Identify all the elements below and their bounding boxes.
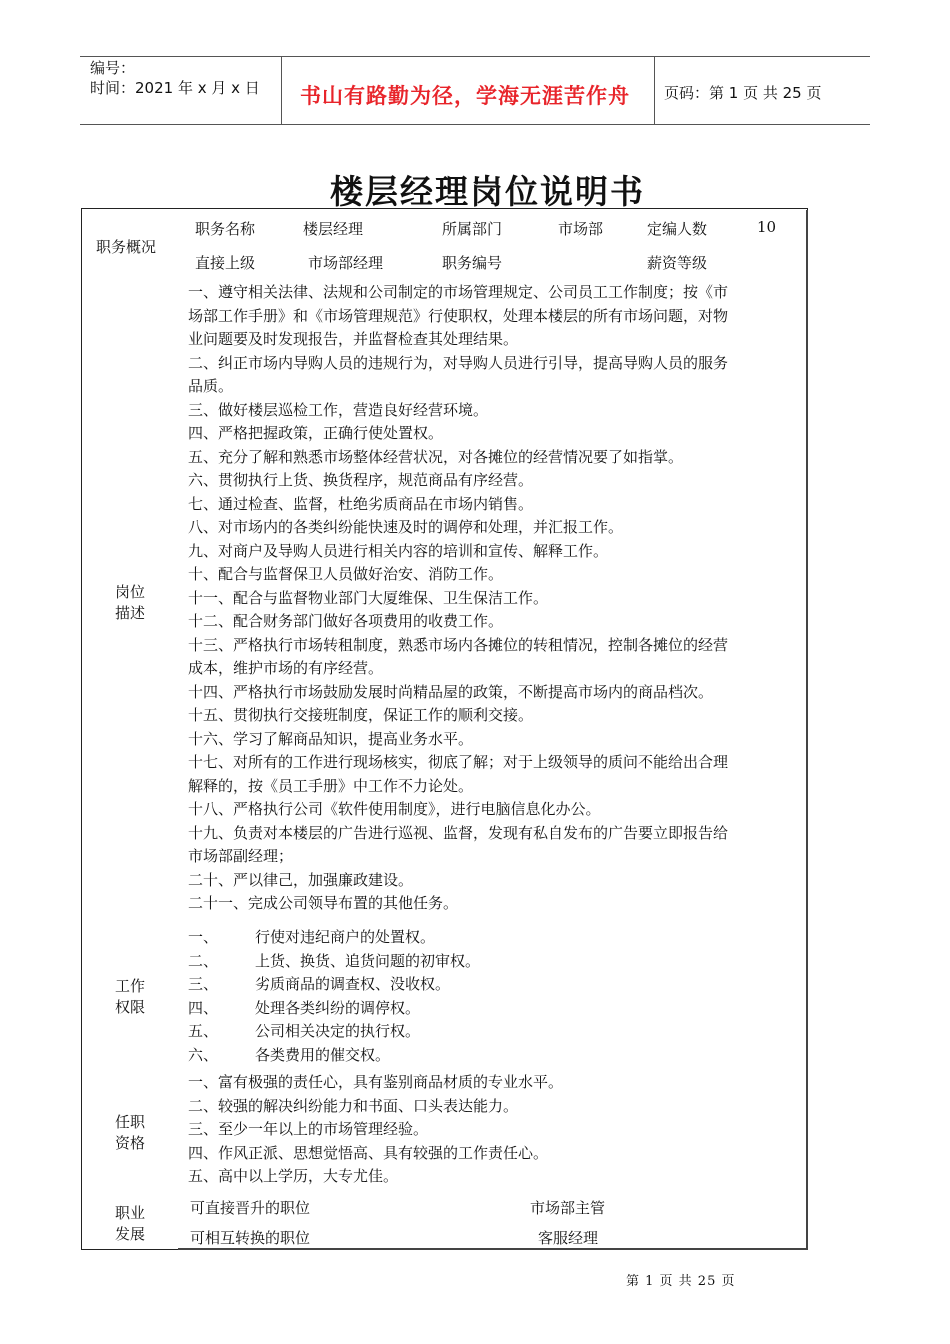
authority-list xyxy=(188,926,480,1067)
transfer-value: 客服经理 xyxy=(538,1229,599,1247)
authority-item-text: 行使对违纪商户的处置权。 xyxy=(255,928,436,946)
authority-item-number: 五、 xyxy=(188,1022,219,1040)
duty-line: 二、纠正市场内导购人员的违规行为，对导购人员进行引导，提高导购人员的服务 xyxy=(188,353,729,372)
document-time-label: 时间：2021 年 x 月 x 日 xyxy=(90,79,260,97)
duty-line: 五、充分了解和熟悉市场整体经营状况，对各摊位的经营情况要了如指掌。 xyxy=(188,447,684,466)
promotion-label: 可直接晋升的职位 xyxy=(190,1199,311,1217)
transfer-label: 可相互转换的职位 xyxy=(190,1229,311,1247)
duty-line: 四、严格把握政策，正确行使处置权。 xyxy=(188,424,444,442)
duty-line: 一、遵守相关法律、法规和公司制定的市场管理规定、公司员工工作制度；按《市 xyxy=(188,283,729,301)
header-motto: 书山有路勤为径，学海无涯苦作舟 xyxy=(300,83,630,108)
authority-item xyxy=(188,950,480,974)
job-title-value: 楼层经理 xyxy=(303,220,364,238)
department-value: 市场部 xyxy=(558,220,604,238)
page-title: 楼层经理岗位说明书 xyxy=(330,172,645,211)
authority-item-number: 一、 xyxy=(188,928,219,946)
duty-line: 品质。 xyxy=(188,377,234,395)
duties-section-label: 岗位描述 xyxy=(114,583,145,622)
authority-item-text: 公司相关决定的执行权。 xyxy=(255,1022,421,1040)
authority-item xyxy=(188,973,480,997)
duty-line: 十六、学习了解商品知识，提高业务水平。 xyxy=(188,729,474,748)
authority-item-number: 四、 xyxy=(188,998,219,1017)
duty-line: 解释的，按《员工手册》中工作不力论处。 xyxy=(188,776,474,795)
duty-line: 三、做好楼层巡检工作，营造良好经营环境。 xyxy=(188,400,489,419)
duty-line: 十一、配合与监督物业部门大厦维保、卫生保洁工作。 xyxy=(188,588,549,607)
authority-item xyxy=(188,926,480,950)
qualification-line: 二、较强的解决纠纷能力和书面、口头表达能力。 xyxy=(188,1096,519,1115)
promotion-value: 市场部主管 xyxy=(530,1199,606,1217)
duty-line: 八、对市场内的各类纠纷能快速及时的调停和处理，并汇报工作。 xyxy=(188,518,624,536)
duty-line: 场部工作手册》和《市场管理规范》行使职权，处理本楼层的所有市场问题，对物 xyxy=(188,306,729,325)
department-label: 所属部门 xyxy=(442,220,503,238)
document-number-label: 编号： xyxy=(90,59,136,77)
qualification-line: 三、至少一年以上的市场管理经验。 xyxy=(188,1120,429,1138)
headcount-label: 定编人数 xyxy=(647,220,708,238)
duty-line: 十二、配合财务部门做好各项费用的收费工作。 xyxy=(188,612,504,630)
page-footer: 第 1 页 共 25 页 xyxy=(626,1274,736,1289)
career-section-label: 职业发展 xyxy=(114,1204,145,1243)
duty-line: 二十、严以律己，加强廉政建设。 xyxy=(188,870,414,889)
job-title-label: 职务名称 xyxy=(195,220,256,238)
duties-list xyxy=(188,281,728,916)
authority-item-number: 二、 xyxy=(188,951,219,970)
headcount-value: 10 xyxy=(757,218,777,236)
duty-line: 十五、贯彻执行交接班制度，保证工作的顺利交接。 xyxy=(188,706,534,724)
salary-grade-label: 薪资等级 xyxy=(647,254,708,272)
qualifications-list xyxy=(188,1071,563,1189)
duty-line: 二十一、完成公司领导布置的其他任务。 xyxy=(188,894,459,912)
qualification-line: 四、作风正派、思想觉悟高、具有较强的工作责任心。 xyxy=(188,1143,549,1162)
duty-line: 七、通过检查、监督，杜绝劣质商品在市场内销售。 xyxy=(188,494,534,513)
qualifications-section-label: 任职资格 xyxy=(114,1113,145,1152)
duty-line: 十三、严格执行市场转租制度，熟悉市场内各摊位的转租情况，控制各摊位的经营 xyxy=(188,635,729,654)
job-number-label: 职务编号 xyxy=(442,254,503,272)
authority-item-text: 上货、换货、追货问题的初审权。 xyxy=(255,951,481,970)
duty-line: 十七、对所有的工作进行现场核实，彻底了解；对于上级领导的质问不能给出合理 xyxy=(188,753,729,771)
superior-value: 市场部经理 xyxy=(308,254,384,272)
duty-line: 成本，维护市场的有序经营。 xyxy=(188,659,384,677)
qualification-line: 一、富有极强的责任心，具有鉴别商品材质的专业水平。 xyxy=(188,1073,564,1091)
duty-line: 十八、严格执行公司《软件使用制度》，进行电脑信息化办公。 xyxy=(188,800,601,818)
duty-line: 十四、严格执行市场鼓励发展时尚精品屋的政策，不断提高市场内的商品档次。 xyxy=(188,682,714,701)
header-page-info: 页码：第 1 页 共 25 页 xyxy=(664,84,822,102)
authority-item-number: 三、 xyxy=(188,975,219,993)
authority-item-text: 劣质商品的调查权、没收权。 xyxy=(255,975,451,993)
authority-item-text: 处理各类纠纷的调停权。 xyxy=(255,998,421,1017)
qualification-line: 五、高中以上学历，大专尤佳。 xyxy=(188,1167,399,1185)
duty-line: 九、对商户及导购人员进行相关内容的培训和宣传、解释工作。 xyxy=(188,541,609,560)
authority-item xyxy=(188,997,480,1021)
overview-section-label: 职务概况 xyxy=(96,238,157,256)
authority-item-number: 六、 xyxy=(188,1045,219,1064)
authority-item xyxy=(188,1020,480,1044)
authority-section-label: 工作权限 xyxy=(114,977,145,1016)
duty-line: 十、配合与监督保卫人员做好治安、消防工作。 xyxy=(188,565,504,583)
duty-line: 十九、负责对本楼层的广告进行巡视、监督，发现有私自发布的广告要立即报告给 xyxy=(188,823,729,842)
duty-line: 市场部副经理； xyxy=(188,847,294,865)
duty-line: 六、贯彻执行上货、换货程序，规范商品有序经营。 xyxy=(188,471,534,489)
authority-item-text: 各类费用的催交权。 xyxy=(255,1045,391,1064)
authority-item xyxy=(188,1044,480,1068)
superior-label: 直接上级 xyxy=(195,254,256,272)
duty-line: 业问题要及时发现报告，并监督检查其处理结果。 xyxy=(188,330,519,348)
